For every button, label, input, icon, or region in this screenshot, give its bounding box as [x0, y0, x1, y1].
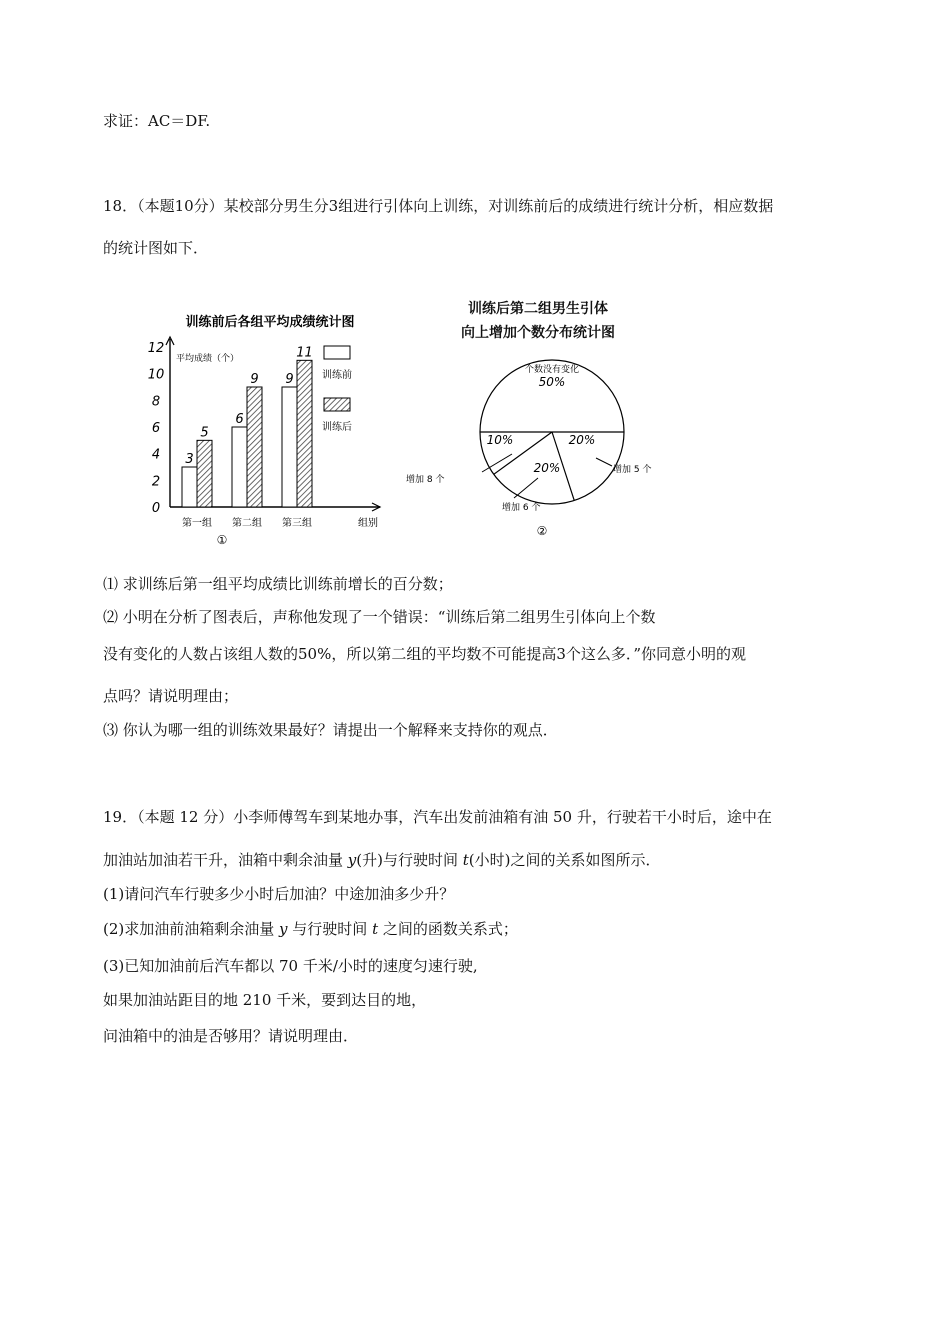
q18-sub1: ⑴ 求训练后第一组平均成绩比训练前增长的百分数；	[103, 575, 453, 593]
pie-chart	[400, 350, 700, 550]
pie-slice-label: 个数没有变化	[524, 365, 580, 375]
y-tick-label: 12	[147, 341, 165, 356]
y-tick-label: 2	[151, 474, 161, 490]
y-tick-label: 8	[151, 394, 161, 410]
q19-sub2-b: 与行驶时间	[287, 920, 373, 938]
x-tick-label: 第三组	[282, 518, 312, 529]
q19-sub2-c: 之间的函数关系式；	[378, 920, 518, 938]
q18-sub2-line1: ⑵ 小明在分析了图表后，声称他发现了一个错误：“训练后第二组男生引体向上个数	[103, 608, 656, 626]
var-t: t	[462, 851, 469, 869]
x-tick-label: 第一组	[182, 518, 212, 529]
q18-sub2-line2: 没有变化的人数占该组人数的50%，所以第二组的平均数不可能提高3个这么多．”你同意小明的观	[103, 645, 747, 663]
var-y: y	[279, 920, 288, 938]
var-t: t	[372, 920, 379, 938]
bar-data-label: 9	[250, 372, 259, 387]
pie-pct-label: 50%	[538, 375, 566, 389]
bar-chart-legend	[322, 346, 352, 433]
q18-intro-line2: 的统计图如下．	[103, 239, 209, 257]
prove-statement: 求证：AC＝DF.	[103, 112, 211, 130]
bar-chart-title: 训练前后各组平均成绩统计图	[185, 315, 355, 330]
q19-line2-c: (小时)之间的关系如图所示．	[468, 851, 661, 869]
q19-line1: 19．（本题 12 分）小李师傅驾车到某地办事，汽车出发前油箱有油 50 升，行驶若干小时后，途中在	[103, 808, 772, 826]
bar	[232, 427, 247, 507]
bar-chart-marks	[182, 345, 313, 547]
bar	[182, 467, 197, 507]
q19-sub2	[103, 918, 518, 939]
legend-label: 训练后	[322, 422, 352, 433]
pie-pct-label: 10%	[486, 433, 514, 447]
y-axis-label: 平均成绩（个）	[176, 354, 240, 364]
q18-sub2-line3: 点吗？请说明理由；	[103, 687, 239, 705]
x-axis-label: 组别	[358, 518, 378, 529]
bar-data-label: 6	[235, 412, 244, 427]
legend-swatch	[324, 398, 350, 411]
legend-swatch	[324, 346, 350, 359]
q19-sub3-line3: 问油箱中的油是否够用？请说明理由．	[103, 1027, 359, 1045]
q19-sub2-a: (2)求加油前油箱剩余油量	[103, 920, 280, 938]
y-tick-label: 0	[151, 501, 161, 516]
figure-caption: ②	[536, 524, 548, 538]
pie-slice-label: 增加 6 个	[502, 503, 541, 513]
pie-chart-title-line2: 向上增加个数分布统计图	[461, 325, 615, 341]
bar-data-label: 11	[296, 345, 313, 361]
q18-sub3: ⑶ 你认为哪一组的训练效果最好？请提出一个解释来支持你的观点．	[103, 721, 558, 739]
bar-chart	[140, 300, 400, 550]
pie-slice-label: 增加 8 个	[406, 475, 445, 485]
bar	[197, 440, 212, 507]
q19-line2-b: (升)与行驶时间	[356, 851, 463, 869]
pie-chart-title-line1: 训练后第二组男生引体	[468, 301, 608, 317]
q18-intro-line1: 18．（本题10分）某校部分男生分3组进行引体向上训练，对训练前后的成绩进行统计分析，相应数据	[103, 197, 774, 215]
y-tick-label: 6	[151, 421, 161, 436]
q19-sub1: (1)请问汽车行驶多少小时后加油？中途加油多少升？	[103, 885, 455, 903]
legend-label: 训练前	[322, 370, 352, 381]
y-tick-label: 4	[151, 447, 161, 463]
y-tick-label: 10	[147, 367, 165, 383]
q19-line2-a: 加油站加油若干升，油箱中剩余油量	[103, 851, 348, 869]
figure-caption: ①	[216, 533, 228, 547]
bar-data-label: 3	[185, 452, 194, 467]
bar-data-label: 5	[200, 425, 209, 441]
pie-pct-label: 20%	[568, 433, 596, 447]
bar	[297, 360, 312, 507]
q19-sub3-line2: 如果加油站距目的地 210 千米，要到达目的地，	[103, 991, 427, 1009]
bar	[282, 387, 297, 507]
pie-slice-label: 增加 5 个	[613, 465, 652, 475]
var-y: y	[347, 851, 357, 869]
q19-sub3: (3)已知加油前后汽车都以 70 千米/小时的速度匀速行驶,	[103, 957, 478, 975]
bar	[247, 387, 262, 507]
pie-chart-marks	[406, 360, 651, 538]
x-tick-label: 第二组	[232, 518, 262, 529]
pie-pct-label: 20%	[533, 461, 561, 475]
bar-data-label: 9	[285, 372, 294, 387]
q19-line2	[103, 849, 661, 870]
